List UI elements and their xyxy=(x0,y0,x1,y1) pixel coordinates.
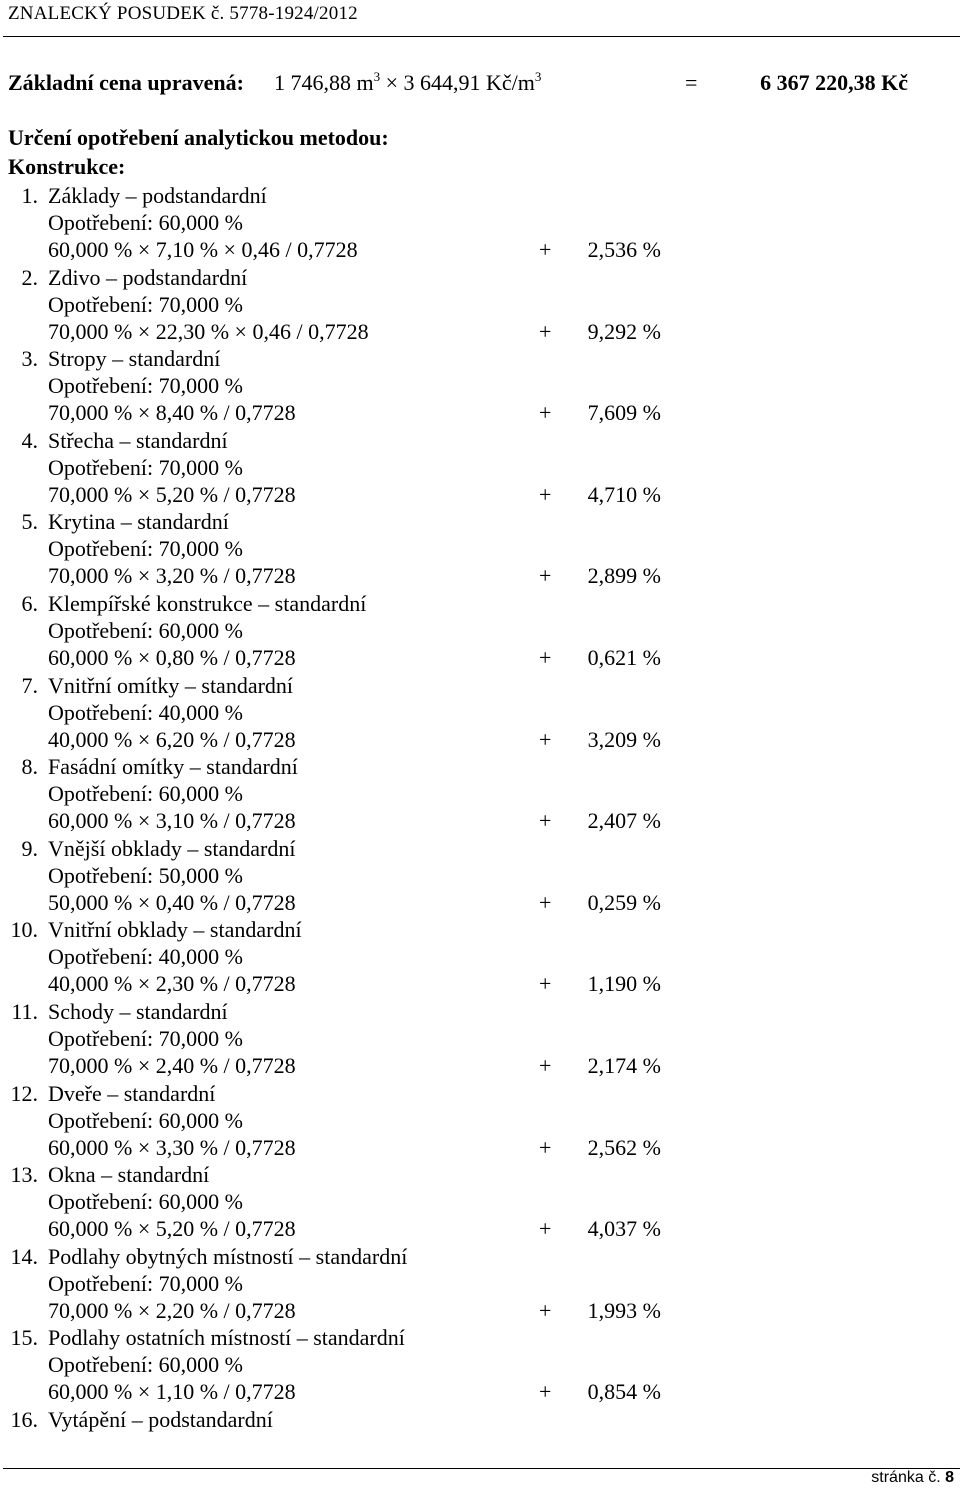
item-name: Podlahy ostatních místností – standardní xyxy=(48,1325,405,1351)
item-wear: Opotřebení: 60,000 % xyxy=(48,781,243,807)
item-result: 9,292 % xyxy=(587,318,661,344)
item-formula: 60,000 % × 3,30 % / 0,7728 xyxy=(48,1134,296,1160)
volume-exponent: 3 xyxy=(373,69,381,84)
item-name: Vytápění – podstandardní xyxy=(48,1406,273,1432)
item-result: 0,259 % xyxy=(587,889,661,915)
item-result: 2,407 % xyxy=(587,808,661,834)
list-item xyxy=(0,836,960,918)
item-sign: + xyxy=(539,726,552,752)
item-sign: + xyxy=(539,1216,552,1242)
list-item xyxy=(0,1162,960,1244)
item-formula: 70,000 % × 8,40 % / 0,7728 xyxy=(48,400,296,426)
list-item xyxy=(0,673,960,755)
base-price-expression xyxy=(274,70,541,96)
list-item xyxy=(0,999,960,1081)
item-number: 16. xyxy=(10,1406,38,1432)
item-formula: 70,000 % × 3,20 % / 0,7728 xyxy=(48,563,296,589)
item-number: 13. xyxy=(10,1162,38,1188)
base-price-equals: = xyxy=(685,70,698,95)
base-price-line xyxy=(8,70,908,100)
list-item xyxy=(0,591,960,673)
item-result: 2,174 % xyxy=(587,1052,661,1078)
item-number: 5. xyxy=(21,509,38,535)
unit-exponent: 3 xyxy=(534,69,542,84)
item-wear: Opotřebení: 70,000 % xyxy=(48,373,243,399)
list-item xyxy=(0,1244,960,1326)
item-wear: Opotřebení: 70,000 % xyxy=(48,536,243,562)
footer-divider xyxy=(3,1468,960,1469)
item-result: 2,536 % xyxy=(587,237,661,262)
item-name: Fasádní omítky – standardní xyxy=(48,754,298,780)
construction-items-list xyxy=(0,183,960,1489)
item-result: 1,190 % xyxy=(587,971,661,997)
item-number: 3. xyxy=(21,346,38,372)
item-formula: 70,000 % × 22,30 % × 0,46 / 0,7728 xyxy=(48,318,369,344)
item-formula: 60,000 % × 1,10 % / 0,7728 xyxy=(48,1379,296,1405)
document-header: ZNALECKÝ POSUDEK č. 5778-1924/2012 xyxy=(8,3,358,24)
item-wear: Opotřebení: 70,000 % xyxy=(48,1270,243,1296)
item-result: 4,710 % xyxy=(587,481,661,507)
base-price-label: Základní cena upravená: xyxy=(8,70,244,95)
item-sign: + xyxy=(539,563,552,589)
item-sign: + xyxy=(539,644,552,670)
item-sign: + xyxy=(539,318,552,344)
item-name: Schody – standardní xyxy=(48,998,228,1024)
item-result: 3,209 % xyxy=(587,726,661,752)
item-result: 0,854 % xyxy=(587,1379,661,1405)
item-name: Vnitřní omítky – standardní xyxy=(48,672,294,698)
item-wear: Opotřebení: 60,000 % xyxy=(48,617,243,643)
item-number: 8. xyxy=(21,754,38,780)
item-sign: + xyxy=(539,1379,552,1405)
item-name: Střecha – standardní xyxy=(48,427,228,453)
item-number: 15. xyxy=(10,1325,38,1351)
section-title: Určení opotřebení analytickou metodou: xyxy=(8,125,389,150)
item-wear: Opotřebení: 40,000 % xyxy=(48,944,243,970)
list-item xyxy=(0,1325,960,1407)
item-formula: 60,000 % × 0,80 % / 0,7728 xyxy=(48,644,296,670)
list-item xyxy=(0,509,960,591)
item-sign: + xyxy=(539,1052,552,1078)
item-number: 11. xyxy=(11,998,38,1024)
item-result: 2,562 % xyxy=(587,1134,661,1160)
item-wear: Opotřebení: 60,000 % xyxy=(48,1352,243,1378)
item-wear: Opotřebení: 70,000 % xyxy=(48,1025,243,1051)
base-price-volume: 1 746,88 m xyxy=(274,70,374,95)
item-formula: 70,000 % × 2,40 % / 0,7728 xyxy=(48,1052,296,1078)
item-sign: + xyxy=(539,481,552,507)
item-name: Vnitřní obklady – standardní xyxy=(48,917,302,943)
item-formula: 60,000 % × 7,10 % × 0,46 / 0,7728 xyxy=(48,237,358,262)
base-price-result: 6 367 220,38 Kč xyxy=(760,70,908,95)
item-formula: 50,000 % × 0,40 % / 0,7728 xyxy=(48,889,296,915)
item-number: 12. xyxy=(10,1080,38,1106)
item-name: Zdivo – podstandardní xyxy=(48,264,248,290)
item-sign: + xyxy=(539,1134,552,1160)
item-formula: 40,000 % × 2,30 % / 0,7728 xyxy=(48,971,296,997)
item-name: Stropy – standardní xyxy=(48,346,221,372)
item-number: 7. xyxy=(21,672,38,698)
page-number: 8 xyxy=(945,1469,954,1486)
item-result: 0,621 % xyxy=(587,644,661,670)
item-name: Podlahy obytných místností – standardní xyxy=(48,1243,408,1269)
item-name: Krytina – standardní xyxy=(48,509,229,535)
item-formula: 60,000 % × 3,10 % / 0,7728 xyxy=(48,808,296,834)
item-name: Okna – standardní xyxy=(48,1162,210,1188)
page-footer xyxy=(871,1469,954,1487)
list-item xyxy=(0,1081,960,1163)
list-item xyxy=(0,428,960,510)
item-wear: Opotřebení: 60,000 % xyxy=(48,1189,243,1215)
item-sign: + xyxy=(539,400,552,426)
item-number: 4. xyxy=(21,427,38,453)
item-sign: + xyxy=(539,1297,552,1323)
item-number: 9. xyxy=(21,835,38,861)
item-name: Vnější obklady – standardní xyxy=(48,835,296,861)
item-wear: Opotřebení: 40,000 % xyxy=(48,699,243,725)
item-wear: Opotřebení: 50,000 % xyxy=(48,862,243,888)
header-divider xyxy=(3,36,960,37)
item-name: Klempířské konstrukce – standardní xyxy=(48,590,367,616)
section-subtitle: Konstrukce: xyxy=(8,154,126,179)
item-result: 4,037 % xyxy=(587,1216,661,1242)
item-wear: Opotřebení: 60,000 % xyxy=(48,1107,243,1133)
list-item xyxy=(0,1407,960,1489)
item-formula: 70,000 % × 5,20 % / 0,7728 xyxy=(48,481,296,507)
item-sign: + xyxy=(539,971,552,997)
item-result: 2,899 % xyxy=(587,563,661,589)
item-formula: 40,000 % × 6,20 % / 0,7728 xyxy=(48,726,296,752)
base-price-multiplier: × 3 644,91 Kč/m xyxy=(385,70,535,95)
item-formula: 70,000 % × 2,20 % / 0,7728 xyxy=(48,1297,296,1323)
item-result: 1,993 % xyxy=(587,1297,661,1323)
list-item xyxy=(0,917,960,999)
item-sign: + xyxy=(539,808,552,834)
item-number: 10. xyxy=(10,917,38,943)
list-item xyxy=(0,754,960,836)
list-item xyxy=(0,265,960,347)
item-wear: Opotřebení: 70,000 % xyxy=(48,291,243,317)
item-formula: 60,000 % × 5,20 % / 0,7728 xyxy=(48,1216,296,1242)
item-wear: Opotřebení: 60,000 % xyxy=(48,210,243,235)
item-number: 1. xyxy=(21,183,38,208)
item-number: 6. xyxy=(21,590,38,616)
list-item xyxy=(0,346,960,428)
item-number: 14. xyxy=(10,1243,38,1269)
page-label: stránka č. xyxy=(871,1469,941,1486)
item-sign: + xyxy=(539,889,552,915)
item-name: Základy – podstandardní xyxy=(48,183,267,208)
item-sign: + xyxy=(539,237,552,262)
item-name: Dveře – standardní xyxy=(48,1080,216,1106)
item-number: 2. xyxy=(21,264,38,290)
item-wear: Opotřebení: 70,000 % xyxy=(48,454,243,480)
item-result: 7,609 % xyxy=(587,400,661,426)
list-item xyxy=(0,183,960,265)
